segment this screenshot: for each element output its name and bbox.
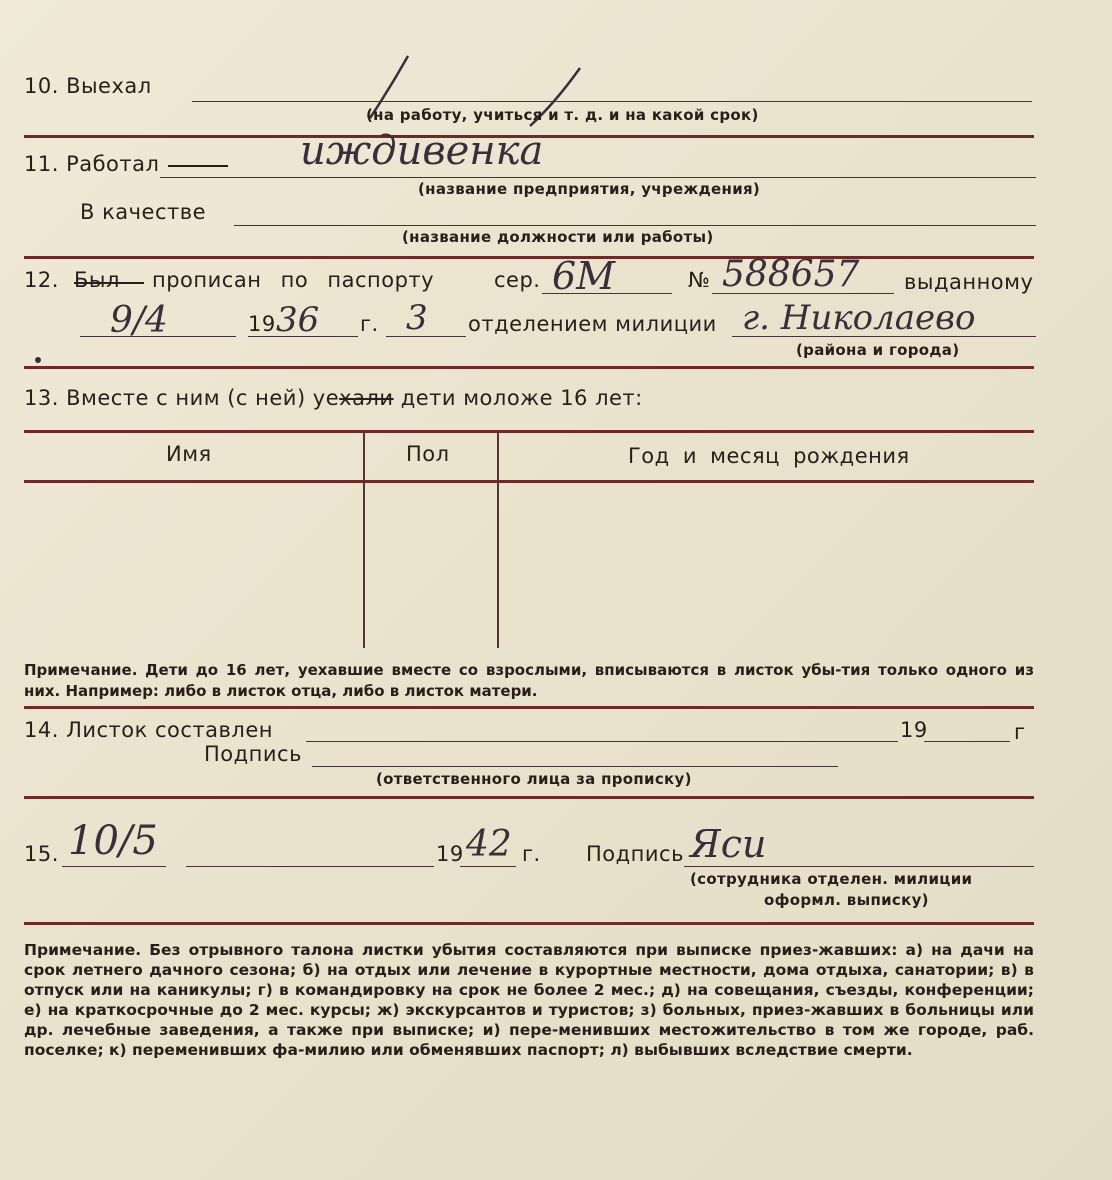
- field-12-was: Был: [74, 268, 120, 292]
- field-15-sign-note1: (сотрудника отделен. милиции: [690, 870, 973, 888]
- field-11-note1: (название предприятия, учреждения): [418, 180, 761, 198]
- field-14-date-line[interactable]: [306, 741, 898, 742]
- field-12-office-value: 3: [406, 298, 428, 338]
- field-12-issued-label: выданному: [904, 270, 1034, 294]
- field-12-year-value: 36: [276, 300, 320, 340]
- children-table-top-rule: [24, 430, 1034, 433]
- section-rule: [24, 922, 1034, 925]
- field-10-line[interactable]: [192, 101, 1032, 102]
- field-11-position-line[interactable]: [234, 225, 1036, 226]
- field-14-label: 14. Листок составлен: [24, 718, 273, 742]
- field-11-label: 11. Работал: [24, 152, 160, 176]
- children-col-sex: Пол: [406, 442, 450, 466]
- children-col-birth: Год и месяц рождения: [628, 444, 910, 468]
- field-15-sign-note2: оформл. выписку): [764, 891, 929, 909]
- field-12-year-prefix: 19: [248, 312, 276, 336]
- field-12-g: г.: [360, 312, 379, 336]
- field-12-office-label: отделением милиции: [468, 312, 717, 336]
- field-12-was-strike: [74, 282, 144, 284]
- children-table-header-rule: [24, 480, 1034, 483]
- field-12-city-value: г. Николаево: [742, 298, 976, 338]
- field-13-label: [24, 386, 643, 410]
- field-10-note: (на работу, учиться и т. д. и на какой срок): [366, 106, 759, 124]
- field-11-position-label: В качестве: [80, 200, 207, 224]
- field-13-label-a: 13. Вместе с ним (с ней) уе: [24, 386, 340, 410]
- children-col-divider: [363, 432, 365, 648]
- field-15-date-value: 10/5: [68, 818, 158, 864]
- field-14-sign-line[interactable]: [312, 766, 838, 767]
- field-14-sign-label: Подпись: [204, 742, 302, 766]
- children-col-name: Имя: [166, 442, 212, 466]
- field-13-label-crossed: хали: [339, 386, 394, 410]
- field-12-city-note: (района и города): [796, 341, 960, 359]
- field-15-sign-line[interactable]: [684, 866, 1034, 867]
- field-15-date-line[interactable]: [62, 866, 166, 867]
- section-rule: [24, 366, 1034, 369]
- field-12-number-value: 588657: [722, 254, 860, 295]
- field-15-g: г.: [522, 842, 541, 866]
- children-note: Примечание. Дети до 16 лет, уехавшие вместе со взрослыми, вписываются в листок убы-тия только одного из них. Например: либо в листок отца, либо в листок матери.: [24, 661, 1034, 700]
- field-11-note2: (название должности или работы): [402, 228, 714, 246]
- field-10-label: 10. Выехал: [24, 74, 152, 98]
- field-13-label-b: дети моложе 16 лет:: [393, 386, 643, 410]
- field-15-sign-value: Яси: [690, 822, 767, 866]
- field-14-g: г: [1014, 720, 1026, 744]
- section-rule: [24, 256, 1034, 259]
- field-14-year-prefix: 19: [900, 718, 928, 742]
- field-15-year-value: 42: [466, 824, 512, 865]
- field-15-sign-label: Подпись: [586, 842, 684, 866]
- section-rule: [24, 796, 1034, 799]
- field-12-series-value: 6M: [552, 254, 616, 298]
- ink-speck-icon: [30, 352, 46, 368]
- section-rule: [24, 706, 1034, 709]
- field-14-year-line[interactable]: [924, 741, 1010, 742]
- field-12-registered-label: прописан по паспорту: [152, 268, 435, 292]
- field-12-num: 12.: [24, 268, 59, 292]
- children-col-divider: [497, 432, 499, 648]
- field-15-year-prefix: 19: [436, 842, 464, 866]
- field-12-series-label: сер.: [494, 268, 541, 292]
- footnote: Примечание. Без отрывного талона листки убытия составляются при выписке приез-жавших: а) на дачи на срок летнего дачного сезона; б) на отдых или лечение в курортные местности, дома отдыха, санатории; в) в отпуск или на каникулы; г) в командировку на срок не более 2 мес.; д) на совещания, съезды, конференции; е) на краткосрочные до 2 мес. курсы; ж) экскурсантов и туристов; з) больных, приез-жавших в больницы или др. лечебные заведения, а также при выписке; и) пере-менивших местожительство в том же городе, раб. поселке; к) переменивших фа-милию или обменявших паспорт; л) выбывших вследствие смерти.: [24, 941, 1034, 1059]
- field-11-handwritten-value: иждивенка: [300, 128, 544, 174]
- field-11-line[interactable]: [160, 177, 1036, 178]
- field-15-year-line[interactable]: [460, 866, 516, 867]
- field-11-strike: [168, 165, 228, 167]
- field-12-day-value: 9/4: [110, 300, 168, 341]
- field-15-num: 15.: [24, 842, 59, 866]
- field-14-sign-note: (ответственного лица за прописку): [376, 770, 692, 788]
- field-12-number-label: №: [688, 268, 711, 292]
- field-15-date-line-2[interactable]: [186, 866, 434, 867]
